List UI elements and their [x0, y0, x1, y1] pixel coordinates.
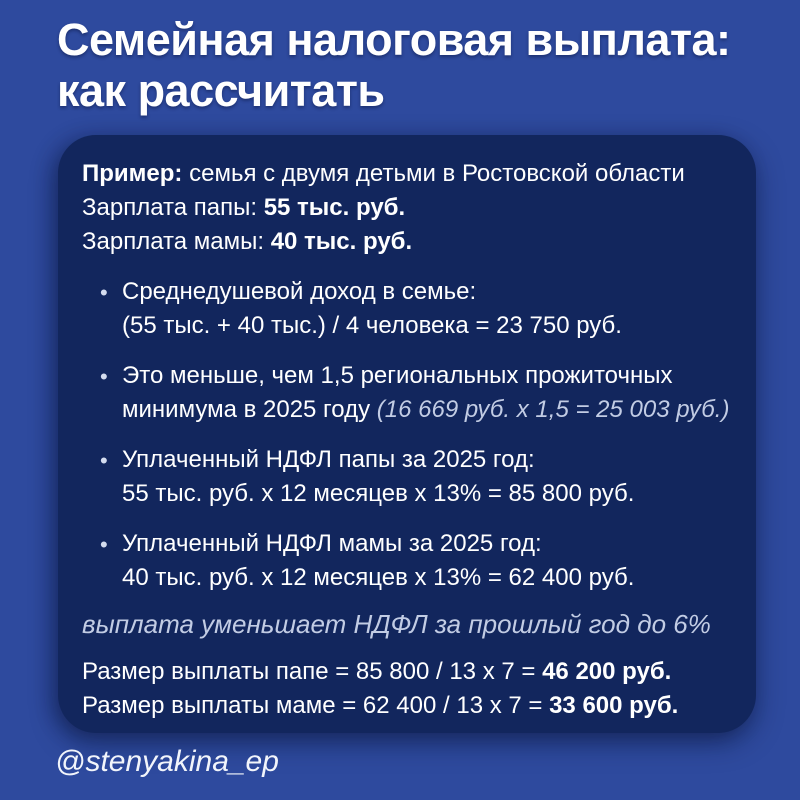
bullet-line: • Уплаченный НДФЛ мамы за 2025 год:	[122, 530, 542, 557]
page-title-line1: Семейная налоговая выплата:	[57, 14, 731, 65]
list-item-minimum-compare	[82, 359, 740, 427]
result-line-mom	[82, 689, 740, 723]
author-handle: @stenyakina_ep	[55, 745, 279, 778]
mom-salary-value: 40 тыс. руб.	[270, 228, 413, 255]
example-intro	[82, 157, 740, 259]
dad-salary-value: 55 тыс. руб.	[263, 194, 406, 221]
bullet-line: • Среднедушевой доход в семье:	[122, 278, 477, 305]
list-item-average-income	[82, 275, 740, 343]
bullet-line-text: минимума в 2025 году	[122, 396, 371, 423]
bullet-aside-note: (16 669 руб. х 1,5 = 25 003 руб.)	[376, 396, 730, 423]
bullet-line: • Это меньше, чем 1,5 региональных прожиточных	[122, 362, 673, 389]
bullet-line: (55 тыс. + 40 тыс.) / 4 человека = 23 750 руб.	[122, 312, 622, 339]
mom-salary-line	[82, 225, 740, 259]
mom-salary-label: Зарплата мамы:	[82, 228, 265, 255]
list-item-mom-ndfl	[82, 527, 740, 595]
bullet-line: 40 тыс. руб. х 12 месяцев х 13% = 62 400 руб.	[122, 564, 635, 591]
page-title	[57, 14, 731, 116]
bullet-line: 55 тыс. руб. х 12 месяцев х 13% = 85 800 руб.	[122, 480, 635, 507]
footnote: выплата уменьшает НДФЛ за прошлый год до 6%	[82, 609, 711, 639]
example-text: семья с двумя детьми в Ростовской области	[189, 160, 685, 187]
page-title-line2: как рассчитать	[57, 65, 385, 116]
example-label: Пример:	[82, 160, 183, 187]
result-mom-value: 33 600 руб.	[549, 692, 679, 719]
result-dad-prefix: Размер выплаты папе = 85 800 / 13 х 7 =	[82, 658, 536, 685]
bullet-line	[122, 393, 740, 427]
list-item-dad-ndfl	[82, 443, 740, 511]
bullet-line: • Уплаченный НДФЛ папы за 2025 год:	[122, 446, 535, 473]
results-block	[82, 655, 740, 723]
example-intro-line	[82, 157, 740, 191]
calculation-list	[82, 275, 740, 595]
dad-salary-line	[82, 191, 740, 225]
dad-salary-label: Зарплата папы:	[82, 194, 258, 221]
example-card	[58, 135, 756, 733]
result-line-dad	[82, 655, 740, 689]
result-mom-prefix: Размер выплаты маме = 62 400 / 13 х 7 =	[82, 692, 543, 719]
result-dad-value: 46 200 руб.	[542, 658, 672, 685]
